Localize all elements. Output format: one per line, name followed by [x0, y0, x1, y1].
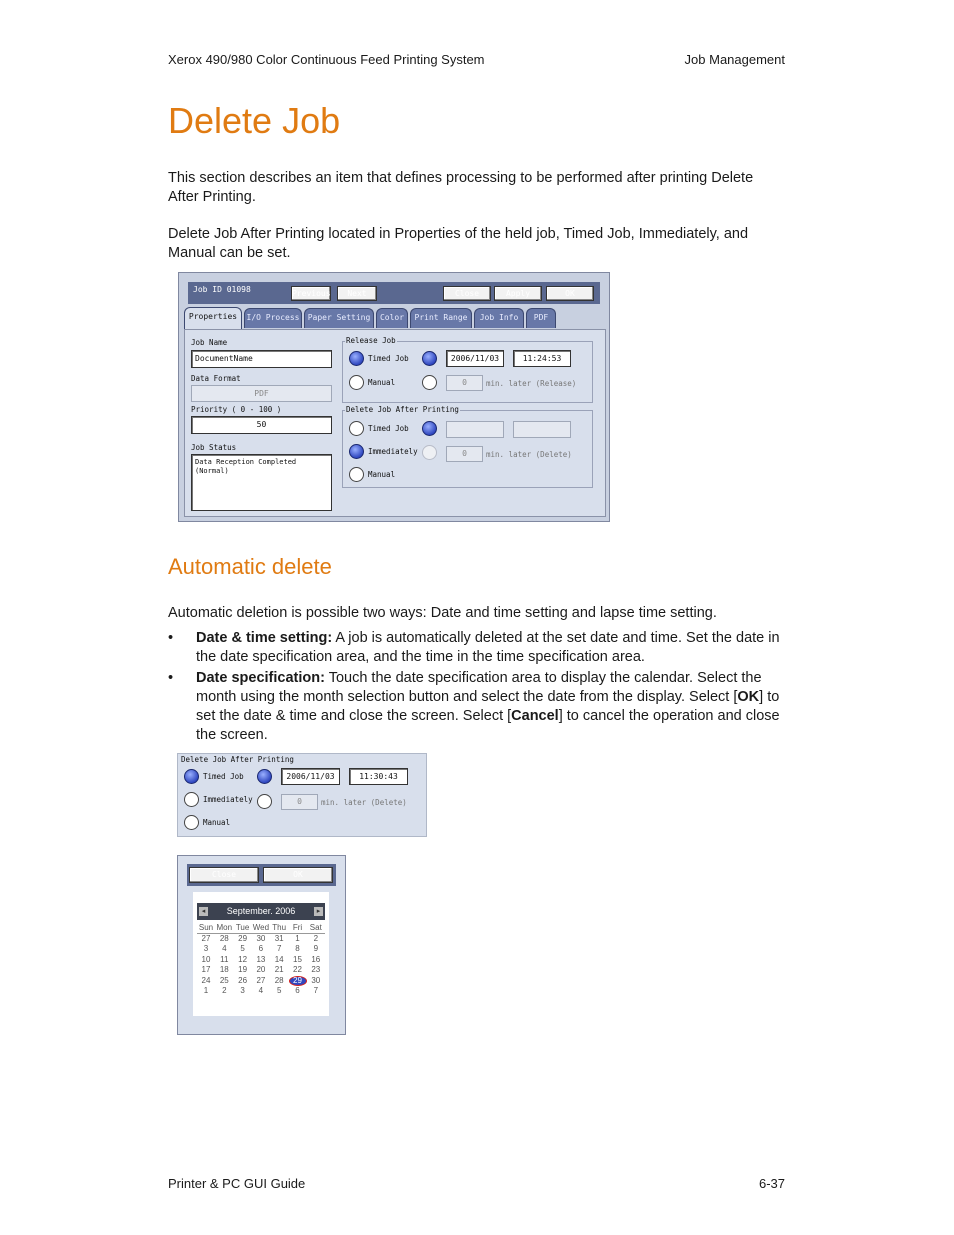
auto-delete-paragraph: Automatic deletion is possible two ways: Date and time setting and lapse time setting. [168, 605, 717, 621]
release-timed-job-label: Timed Job [368, 354, 409, 363]
footer-left: Printer & PC GUI Guide [168, 1176, 306, 1191]
calendar-day[interactable]: 22 [293, 965, 302, 975]
calendar-day[interactable]: 29 [238, 934, 248, 943]
delete-date-field [446, 421, 504, 438]
calendar-day[interactable]: 30 [256, 934, 266, 943]
priority-input[interactable]: 50 [191, 416, 332, 434]
next-month-icon[interactable]: ▸ [314, 907, 323, 916]
bullet-2-bold: Date specification: [196, 670, 325, 686]
calendar-day[interactable]: 23 [311, 965, 321, 975]
timed-job-label: Timed Job [203, 772, 244, 781]
header-left: Xerox 490/980 Color Continuous Feed Printing System [168, 52, 485, 67]
bullet-dot: • [168, 670, 174, 686]
minutes-field: 0 [281, 794, 318, 810]
minutes-radio[interactable] [257, 794, 272, 809]
bullet-date-time-setting [168, 629, 780, 669]
calendar-titlebar [187, 864, 336, 886]
calendar-day[interactable]: 7 [276, 944, 282, 954]
dialog-titlebar [188, 282, 600, 304]
delete-panel-label: Delete Job After Printing [181, 755, 294, 764]
delete-minutes-field: 0 [446, 446, 483, 462]
bullet-2-ok: OK [737, 689, 760, 705]
delete-minutes-radio [422, 445, 437, 460]
calendar-day[interactable]: 7 [313, 986, 319, 995]
calendar-day[interactable]: 14 [274, 954, 284, 964]
job-status-field: Data Reception Completed (Normal) [191, 454, 332, 511]
calendar-day[interactable]: 10 [201, 954, 211, 964]
job-id-label: Job ID 01098 [193, 285, 251, 294]
release-date-radio[interactable] [422, 351, 437, 366]
calendar-ok-button[interactable]: OK [263, 867, 333, 883]
tab-print-range[interactable]: Print Range [410, 308, 472, 328]
apply-button[interactable]: Apply [494, 286, 542, 301]
calendar-day[interactable]: 18 [219, 965, 229, 975]
bullet-1-text: A job is automatically deleted at the set date and time. Set the date in the date specification area, and the time in the time specification area. [196, 630, 780, 665]
calendar-close-button[interactable]: Close [189, 867, 259, 883]
release-job-group [342, 336, 593, 403]
bullet-2-text-1: Touch the date specification area to display the calendar. Select the month using the month selection button and select the date from the display. Select [ [196, 670, 762, 705]
delete-immediately-label: Immediately [368, 447, 418, 456]
calendar-day[interactable]: 16 [311, 954, 321, 964]
calendar-day[interactable]: 3 [203, 944, 209, 954]
delete-manual-radio[interactable] [349, 467, 364, 482]
day-grid [197, 934, 325, 1000]
calendar-day[interactable]: 2 [313, 934, 319, 943]
delete-time-field [513, 421, 571, 438]
delete-timed-job-label: Timed Job [368, 424, 409, 433]
minutes-label: min. later (Delete) [321, 798, 407, 807]
delete-after-printing-group [342, 405, 593, 488]
calendar-day[interactable]: 30 [311, 975, 321, 985]
bullet-2-text-3: ] to cancel the operation and close the screen. [196, 708, 780, 743]
intro-paragraph-1: This section describes an item that defines processing to be performed after printing Delete After Printing. [168, 170, 754, 205]
job-status-label: Job Status [191, 443, 237, 452]
data-format-label: Data Format [191, 374, 241, 383]
intro-paragraph-2: Delete Job After Printing located in Properties of the held job, Timed Job, Immediately, and Manual can be set. [168, 226, 749, 261]
calendar-day[interactable]: 31 [274, 934, 284, 943]
calendar-day[interactable]: 27 [256, 975, 266, 985]
previous-month-icon[interactable]: ◂ [199, 907, 208, 916]
weekday-row [197, 923, 325, 934]
delete-after-printing-group-label: Delete Job After Printing [346, 405, 459, 414]
calendar-day[interactable]: 15 [293, 954, 302, 964]
bullet-dot: • [168, 630, 174, 646]
release-minutes-radio[interactable] [422, 375, 437, 390]
calendar-day[interactable]: 21 [274, 965, 284, 975]
calendar-day[interactable]: 6 [258, 944, 264, 954]
calendar-day[interactable]: 6 [295, 986, 300, 995]
calendar-day[interactable]: 3 [240, 986, 245, 995]
release-date-field[interactable]: 2006/11/03 [446, 350, 504, 367]
release-manual-radio[interactable] [349, 375, 364, 390]
date-radio[interactable] [257, 769, 272, 784]
calendar-day[interactable]: 11 [220, 954, 229, 964]
delete-date-radio[interactable] [422, 421, 437, 436]
calendar-day[interactable]: 2 [222, 986, 227, 995]
time-specification-field[interactable]: 11:30:43 [349, 768, 408, 785]
release-job-group-label: Release Job [346, 336, 396, 345]
calendar-day[interactable]: 17 [201, 965, 211, 975]
release-time-field[interactable]: 11:24:53 [513, 350, 571, 367]
calendar-day[interactable]: 5 [276, 986, 282, 995]
date-specification-field[interactable]: 2006/11/03 [281, 768, 340, 785]
tab-pdf[interactable]: PDF [526, 308, 556, 328]
bullet-date-specification [168, 669, 780, 745]
calendar-day[interactable]: 5 [240, 944, 245, 954]
calendar-day-selected[interactable]: 29 [289, 976, 307, 986]
tab-properties[interactable]: Properties [184, 307, 242, 329]
release-minutes-field: 0 [446, 375, 483, 391]
job-properties-dialog [178, 272, 610, 522]
calendar-day[interactable]: 27 [201, 934, 211, 943]
calendar-day[interactable]: 12 [238, 954, 248, 964]
job-name-input[interactable]: DocumentName [191, 350, 332, 368]
calendar-day[interactable]: 24 [201, 975, 211, 985]
weekday-label: Sun [198, 923, 214, 932]
delete-manual-label: Manual [368, 470, 396, 479]
calendar-day[interactable]: 9 [313, 944, 319, 954]
ok-button[interactable]: OK [546, 286, 594, 301]
calendar [193, 892, 329, 1016]
bullet-2-cancel: Cancel [511, 708, 559, 724]
tab-paper-setting[interactable]: Paper Setting [304, 308, 374, 328]
data-format-field: PDF [191, 385, 332, 402]
priority-label: Priority ( 0 - 100 ) [191, 405, 282, 414]
calendar-day[interactable]: 28 [274, 975, 284, 985]
weekday-label: Fri [292, 923, 303, 932]
bullet-2-text-2: ] to set the date & time and close the screen. Select [ [196, 689, 780, 724]
delete-minutes-label: min. later (Delete) [486, 450, 572, 459]
delete-timed-job-radio[interactable] [349, 421, 364, 436]
calendar-day[interactable]: 1 [203, 986, 209, 995]
weekday-label: Thu [272, 923, 287, 932]
immediately-radio[interactable] [184, 792, 199, 807]
calendar-day[interactable]: 1 [295, 934, 300, 943]
job-name-label: Job Name [191, 338, 228, 347]
bullet-1-bold: Date & time setting: [196, 630, 333, 646]
tab-job-info[interactable]: Job Info [474, 308, 524, 328]
calendar-day[interactable]: 13 [256, 954, 266, 964]
tab-io-process[interactable]: I/O Process [244, 308, 302, 328]
weekday-label: Sat [309, 923, 322, 932]
month-bar [197, 903, 325, 920]
release-minutes-label: min. later (Release) [486, 379, 577, 388]
section-heading: Automatic delete [168, 554, 332, 579]
delete-after-printing-panel [177, 753, 427, 837]
manual-label: Manual [203, 818, 231, 827]
calendar-day[interactable]: 4 [222, 944, 227, 954]
timed-job-radio[interactable] [184, 769, 199, 784]
month-label: September. 2006 [226, 906, 296, 916]
release-manual-label: Manual [368, 378, 396, 387]
manual-radio[interactable] [184, 815, 199, 830]
release-timed-job-radio[interactable] [349, 351, 364, 366]
properties-pane [184, 329, 606, 517]
page-title: Delete Job [168, 100, 341, 141]
calendar-dialog [177, 855, 346, 1035]
calendar-day[interactable]: 8 [295, 944, 300, 954]
calendar-day[interactable]: 25 [219, 975, 229, 985]
footer-right: 6-37 [758, 1176, 785, 1191]
weekday-label: Wed [252, 923, 270, 932]
calendar-day[interactable]: 28 [219, 934, 229, 943]
calendar-day[interactable]: 26 [238, 975, 248, 985]
close-button[interactable]: Close [443, 286, 491, 301]
calendar-day[interactable]: 20 [256, 965, 266, 975]
weekday-label: Tue [235, 923, 250, 932]
header-right: Job Management [684, 52, 785, 67]
next-button[interactable]: Next [337, 286, 377, 301]
immediately-label: Immediately [203, 795, 253, 804]
weekday-label: Mon [216, 923, 233, 932]
delete-immediately-radio[interactable] [349, 444, 364, 459]
previous-button[interactable]: Previous [291, 286, 331, 301]
calendar-day[interactable]: 19 [238, 965, 248, 975]
tab-color[interactable]: Color [376, 308, 408, 328]
calendar-day[interactable]: 4 [258, 986, 264, 995]
